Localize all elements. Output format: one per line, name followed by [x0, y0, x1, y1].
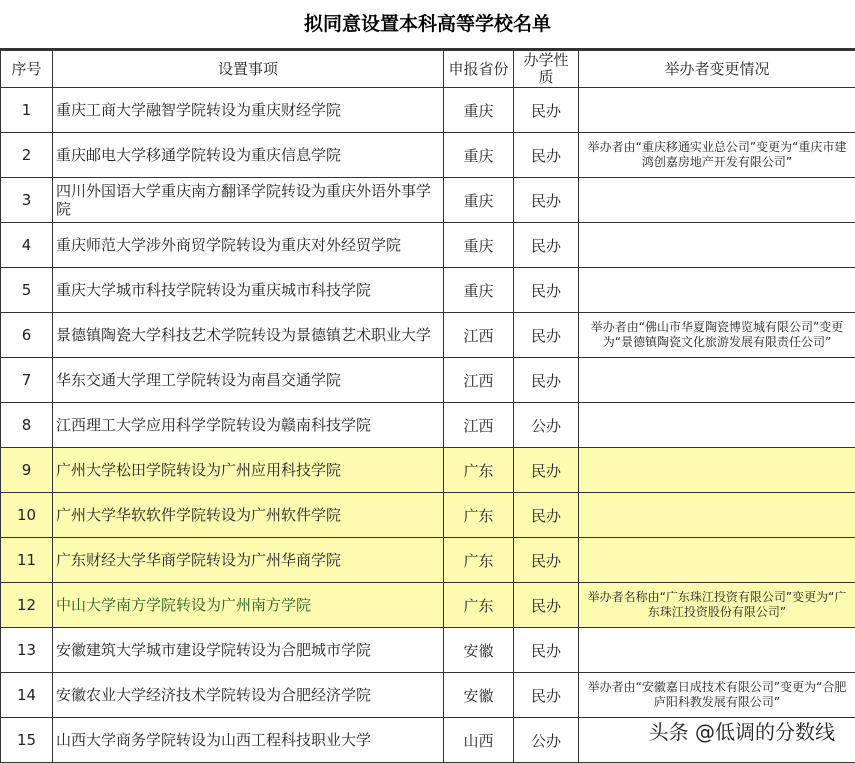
- row-province: 重庆: [444, 133, 514, 178]
- row-type: 公办: [514, 403, 579, 448]
- header-no: 序号: [1, 51, 53, 88]
- row-province: 山西: [444, 718, 514, 763]
- row-number: 7: [1, 358, 53, 403]
- school-table: [0, 50, 855, 763]
- table-row: [1, 493, 855, 538]
- table-row: [1, 223, 855, 268]
- row-number: 9: [1, 448, 53, 493]
- row-item: 广州大学华软软件学院转设为广州软件学院: [53, 493, 444, 538]
- row-province: 江西: [444, 403, 514, 448]
- row-type: 民办: [514, 628, 579, 673]
- row-type: 民办: [514, 223, 579, 268]
- row-number: 6: [1, 313, 53, 358]
- row-item: 华东交通大学理工学院转设为南昌交通学院: [53, 358, 444, 403]
- row-note: [579, 358, 855, 403]
- row-number: 8: [1, 403, 53, 448]
- row-number: 4: [1, 223, 53, 268]
- table-row: [1, 448, 855, 493]
- row-province: 重庆: [444, 88, 514, 133]
- row-province: 广东: [444, 538, 514, 583]
- table-row: [1, 538, 855, 583]
- row-type: 民办: [514, 583, 579, 628]
- table-row: [1, 88, 855, 133]
- row-province: 广东: [444, 583, 514, 628]
- row-item: 广东财经大学华商学院转设为广州华商学院: [53, 538, 444, 583]
- row-item: 安徽建筑大学城市建设学院转设为合肥城市学院: [53, 628, 444, 673]
- row-note: 举办者由“安徽嘉日成技术有限公司”变更为“合肥庐阳科教发展有限公司”: [579, 673, 855, 718]
- row-note: [579, 403, 855, 448]
- row-type: 民办: [514, 313, 579, 358]
- row-number: 15: [1, 718, 53, 763]
- watermark: 头条 @低调的分数线: [649, 716, 835, 745]
- row-note: 举办者名称由“广东珠江投资有限公司”变更为“广东珠江投资股份有限公司”: [579, 583, 855, 628]
- row-item: 四川外国语大学重庆南方翻译学院转设为重庆外语外事学院: [53, 178, 444, 223]
- row-note: [579, 88, 855, 133]
- header-note: 举办者变更情况: [579, 51, 855, 88]
- row-item: 重庆邮电大学移通学院转设为重庆信息学院: [53, 133, 444, 178]
- row-item: 安徽农业大学经济技术学院转设为合肥经济学院: [53, 673, 444, 718]
- row-province: 江西: [444, 358, 514, 403]
- page-title: 拟同意设置本科高等学校名单: [0, 0, 855, 50]
- table-row: [1, 583, 855, 628]
- row-item: 山西大学商务学院转设为山西工程科技职业大学: [53, 718, 444, 763]
- row-province: 安徽: [444, 628, 514, 673]
- row-province: 重庆: [444, 223, 514, 268]
- row-number: 14: [1, 673, 53, 718]
- row-item: 重庆工商大学融智学院转设为重庆财经学院: [53, 88, 444, 133]
- row-note: [579, 628, 855, 673]
- row-note: [579, 223, 855, 268]
- row-number: 5: [1, 268, 53, 313]
- row-item: 景德镇陶瓷大学科技艺术学院转设为景德镇艺术职业大学: [53, 313, 444, 358]
- row-note: 举办者由“佛山市华夏陶瓷博览城有限公司”变更为“景德镇陶瓷文化旅游发展有限责任公司”: [579, 313, 855, 358]
- table-row: [1, 358, 855, 403]
- row-note: [579, 448, 855, 493]
- row-number: 1: [1, 88, 53, 133]
- row-note: [579, 538, 855, 583]
- row-province: 江西: [444, 313, 514, 358]
- row-note: 举办者由“重庆移通实业总公司”变更为“重庆市建鸿创嘉房地产开发有限公司”: [579, 133, 855, 178]
- table-row: [1, 133, 855, 178]
- row-type: 民办: [514, 448, 579, 493]
- row-type: 民办: [514, 673, 579, 718]
- row-number: 10: [1, 493, 53, 538]
- row-type: 民办: [514, 268, 579, 313]
- table-row: [1, 628, 855, 673]
- row-number: 12: [1, 583, 53, 628]
- row-type: 公办: [514, 718, 579, 763]
- row-item: 江西理工大学应用科学学院转设为赣南科技学院: [53, 403, 444, 448]
- header-type: 办学性质: [514, 51, 579, 88]
- header-row: [1, 51, 855, 88]
- row-number: 13: [1, 628, 53, 673]
- table-row: [1, 268, 855, 313]
- table-row: [1, 178, 855, 223]
- row-province: 广东: [444, 493, 514, 538]
- row-province: 重庆: [444, 268, 514, 313]
- row-note: [579, 493, 855, 538]
- row-number: 3: [1, 178, 53, 223]
- row-item: 中山大学南方学院转设为广州南方学院: [53, 583, 444, 628]
- row-type: 民办: [514, 133, 579, 178]
- header-item: 设置事项: [53, 51, 444, 88]
- table-row: [1, 313, 855, 358]
- row-number: 2: [1, 133, 53, 178]
- row-item: 重庆大学城市科技学院转设为重庆城市科技学院: [53, 268, 444, 313]
- row-type: 民办: [514, 178, 579, 223]
- header-province: 申报省份: [444, 51, 514, 88]
- row-type: 民办: [514, 493, 579, 538]
- row-province: 重庆: [444, 178, 514, 223]
- row-number: 11: [1, 538, 53, 583]
- row-note: [579, 178, 855, 223]
- row-item: 广州大学松田学院转设为广州应用科技学院: [53, 448, 444, 493]
- row-item: 重庆师范大学涉外商贸学院转设为重庆对外经贸学院: [53, 223, 444, 268]
- table-row: [1, 403, 855, 448]
- table-row: [1, 673, 855, 718]
- row-province: 安徽: [444, 673, 514, 718]
- row-type: 民办: [514, 88, 579, 133]
- row-type: 民办: [514, 538, 579, 583]
- row-province: 广东: [444, 448, 514, 493]
- row-type: 民办: [514, 358, 579, 403]
- row-note: [579, 268, 855, 313]
